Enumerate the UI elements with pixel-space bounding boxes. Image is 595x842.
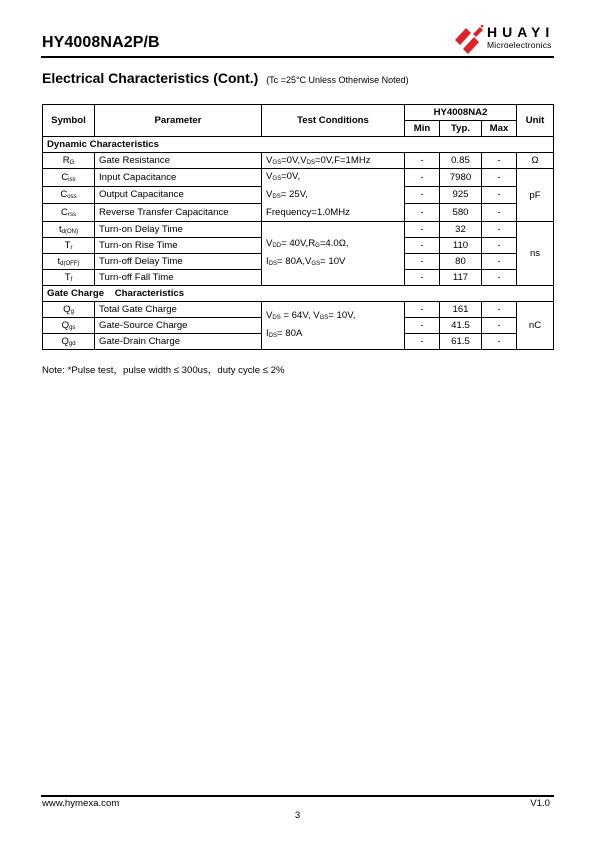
capacitance-condition-cell: VGS=0V, VDS= 25V, Frequency=1.0MHz xyxy=(262,169,405,222)
parameter-cell: Turn-on Rise Time xyxy=(95,238,262,254)
company-logo xyxy=(452,22,556,56)
header-parameter: Parameter xyxy=(95,105,262,137)
electrical-characteristics-table xyxy=(42,104,554,350)
footer-divider xyxy=(41,795,554,797)
symbol-cell: Qgd xyxy=(43,334,95,350)
min-cell: - xyxy=(405,302,440,318)
unit-cell: Ω xyxy=(517,153,554,169)
min-cell: - xyxy=(405,204,440,222)
symbol-cell: Coss xyxy=(43,186,95,204)
typ-cell: 7980 xyxy=(440,169,482,187)
min-cell: - xyxy=(405,169,440,187)
gate-charge-section-title: Gate Charge Characteristics xyxy=(43,286,554,302)
table-row xyxy=(43,153,554,169)
symbol-cell: Ciss xyxy=(43,169,95,187)
typ-cell: 41.5 xyxy=(440,318,482,334)
section-row-gate-charge xyxy=(43,286,554,302)
max-cell: - xyxy=(482,153,517,169)
symbol-cell: Tr xyxy=(43,238,95,254)
typ-cell: 117 xyxy=(440,270,482,286)
condition-cell: VGS=0V,VDS=0V,F=1MHz xyxy=(262,153,405,169)
min-cell: - xyxy=(405,186,440,204)
typ-cell: 580 xyxy=(440,204,482,222)
symbol-cell: Qg xyxy=(43,302,95,318)
gate-charge-condition-cell: VDS = 64V, VGS= 10V, IDS= 80A xyxy=(262,302,405,350)
typ-cell: 61.5 xyxy=(440,334,482,350)
logo-subtitle: Microelectronics xyxy=(487,40,552,50)
footer-website-link[interactable]: www.hymexa.com xyxy=(42,798,120,809)
max-cell: - xyxy=(482,238,517,254)
parameter-cell: Input Capacitance xyxy=(95,169,262,187)
section-title xyxy=(42,70,409,86)
symbol-cell: Crss xyxy=(43,204,95,222)
typ-cell: 32 xyxy=(440,222,482,238)
parameter-cell: Turn-off Fall Time xyxy=(95,270,262,286)
part-number: HY4008NA2P/B xyxy=(42,34,160,51)
max-cell: - xyxy=(482,222,517,238)
max-cell: - xyxy=(482,186,517,204)
section-row-dynamic xyxy=(43,137,554,153)
header-symbol: Symbol xyxy=(43,105,95,137)
switching-unit-cell: ns xyxy=(517,222,554,286)
parameter-cell: Reverse Transfer Capacitance xyxy=(95,204,262,222)
parameter-cell: Turn-off Delay Time xyxy=(95,254,262,270)
header-test-conditions: Test Conditions xyxy=(262,105,405,137)
symbol-cell: td(ON) xyxy=(43,222,95,238)
gate-charge-unit-cell: nC xyxy=(517,302,554,350)
footer-version: V1.0 xyxy=(530,798,550,809)
table-row xyxy=(43,222,554,238)
min-cell: - xyxy=(405,238,440,254)
symbol-cell: td(OFF) xyxy=(43,254,95,270)
symbol-cell: Qgs xyxy=(43,318,95,334)
max-cell: - xyxy=(482,254,517,270)
huayi-logo-icon xyxy=(452,22,486,56)
table-row xyxy=(43,302,554,318)
table-row xyxy=(43,169,554,187)
switching-condition-cell: VDD= 40V,RG=4.0Ω, IDS= 80A,VGS= 10V xyxy=(262,222,405,286)
header-divider xyxy=(41,56,554,58)
dynamic-section-title: Dynamic Characteristics xyxy=(43,137,554,153)
min-cell: - xyxy=(405,334,440,350)
max-cell: - xyxy=(482,169,517,187)
parameter-cell: Gate Resistance xyxy=(95,153,262,169)
min-cell: - xyxy=(405,318,440,334)
min-cell: - xyxy=(405,270,440,286)
logo-brand-text: HUAYI xyxy=(487,24,555,40)
page-number: 3 xyxy=(294,810,301,821)
section-condition-note: (Tc =25°C Unless Otherwise Noted) xyxy=(266,75,409,85)
max-cell: - xyxy=(482,204,517,222)
typ-cell: 925 xyxy=(440,186,482,204)
header-typ: Typ. xyxy=(440,121,482,137)
typ-cell: 80 xyxy=(440,254,482,270)
header-max: Max xyxy=(482,121,517,137)
parameter-cell: Output Capacitance xyxy=(95,186,262,204)
min-cell: - xyxy=(405,153,440,169)
header-device: HY4008NA2 xyxy=(405,105,517,121)
header-unit: Unit xyxy=(517,105,554,137)
symbol-cell: RG xyxy=(43,153,95,169)
typ-cell: 0.85 xyxy=(440,153,482,169)
min-cell: - xyxy=(405,254,440,270)
max-cell: - xyxy=(482,302,517,318)
max-cell: - xyxy=(482,270,517,286)
capacitance-unit-cell: pF xyxy=(517,169,554,222)
header-min: Min xyxy=(405,121,440,137)
section-heading: Electrical Characteristics (Cont.) xyxy=(42,70,259,86)
typ-cell: 161 xyxy=(440,302,482,318)
pulse-test-note: Note: *Pulse test，pulse width ≤ 300us，duty cycle ≤ 2% xyxy=(42,365,285,376)
max-cell: - xyxy=(482,318,517,334)
min-cell: - xyxy=(405,222,440,238)
parameter-cell: Turn-on Delay Time xyxy=(95,222,262,238)
table-header-row xyxy=(43,105,554,121)
parameter-cell: Total Gate Charge xyxy=(95,302,262,318)
parameter-cell: Gate-Drain Charge xyxy=(95,334,262,350)
symbol-cell: Tf xyxy=(43,270,95,286)
typ-cell: 110 xyxy=(440,238,482,254)
parameter-cell: Gate-Source Charge xyxy=(95,318,262,334)
max-cell: - xyxy=(482,334,517,350)
